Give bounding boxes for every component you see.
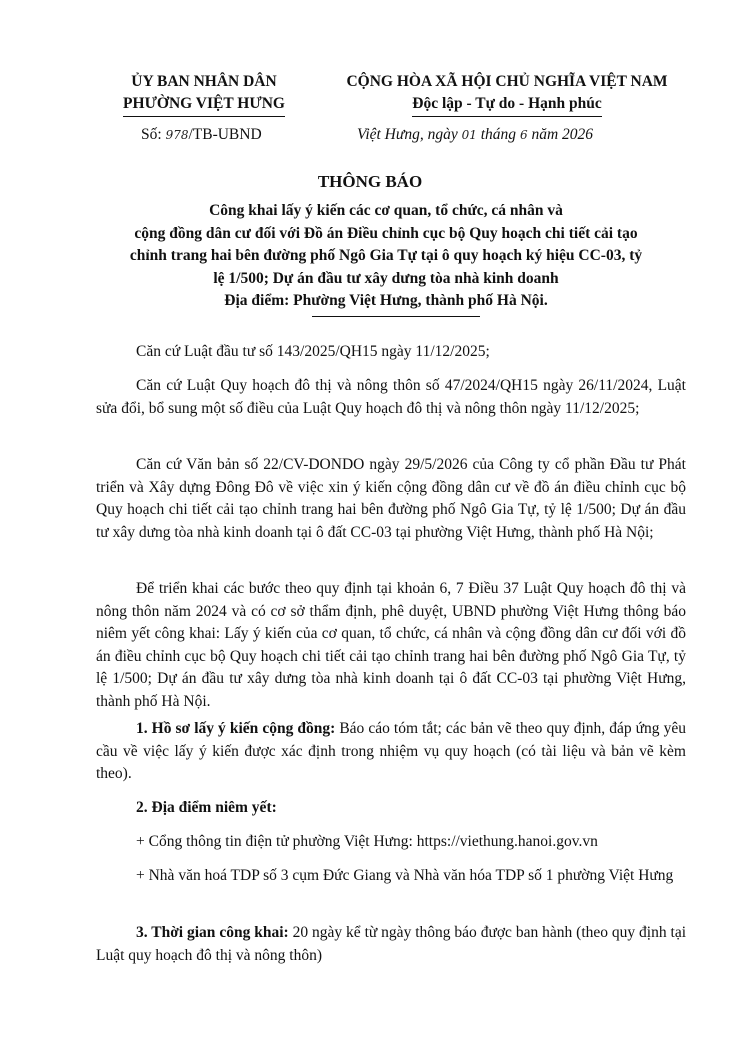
section-3-heading: 3. Thời gian công khai: [136, 924, 289, 941]
doc-no-suffix: /TB-UBND [188, 126, 262, 143]
date-year: năm 2026 [531, 126, 594, 143]
section-2 [96, 797, 686, 820]
issue-date [357, 126, 593, 144]
subtitle-line-1: Công khai lấy ý kiến các cơ quan, tổ chức, cá nhân và [209, 202, 563, 219]
nation-name: CỘNG HÒA XÃ HỘI CHỦ NGHĨA VIỆT NAM [346, 73, 668, 90]
legal-basis-2: Căn cứ Luật Quy hoạch đô thị và nông thôn số 47/2024/QH15 ngày 26/11/2024, Luật sửa đổi, bổ sung một số điều của Luật Quy hoạch đô thị và nông thôn ngày 11/12/2025; [96, 377, 686, 417]
date-day: 01 [461, 128, 477, 142]
section-3 [96, 922, 686, 967]
document-subtitle [96, 200, 676, 313]
section-2-item-2: + Nhà văn hoá TDP số 3 cụm Đức Giang và Nhà văn hóa TDP số 1 phường Việt Hưng [136, 867, 674, 884]
legal-basis-1: Căn cứ Luật đầu tư số 143/2025/QH15 ngày 11/12/2025; [136, 343, 490, 360]
announcement-paragraph: Để triển khai các bước theo quy định tại khoản 6, 7 Điều 37 Luật Quy hoạch đô thị và nông thôn năm 2024 và có cơ sở thẩm định, phê duyệt, UBND phường Việt Hưng thông báo niêm yết công khai: Lấy ý kiến của cơ quan, tổ chức, cá nhân và cộng đồng dân cư đối với đồ án điều chỉnh cục bộ Quy hoạch chi tiết cải tạo chỉnh trang hai bên đường phố Ngô Gia Tự, tỷ lệ 1/500; Dự án đầu tư xây dưng tòa nhà kinh doanh tại ô đất CC-03 tại phường Việt Hưng, thành phố Hà Nội. [96, 580, 686, 710]
section-3-text: 20 ngày kể từ ngày thông báo được ban hành (theo quy định tại Luật quy hoạch đô thị và nông thôn) [96, 924, 687, 964]
subtitle-line-2: cộng đồng dân cư đối với Đồ án Điều chỉnh cục bộ Quy hoạch chi tiết cải tạo [134, 224, 638, 242]
issuing-authority [96, 71, 312, 117]
national-motto [330, 71, 684, 117]
legal-basis-3: Căn cứ Văn bản số 22/CV-DONDO ngày 29/5/2026 của Công ty cổ phần Đầu tư Phát triển và Xây dựng Đông Đô về việc xin ý kiến cộng đồng dân cư về đồ án điều chỉnh cục bộ Quy hoạch chi tiết cải tạo chỉnh trang hai bên đường phố Ngô Gia Tự, tỷ lệ 1/500; Dự án đầu tư xây dưng tòa nhà kinh doanh tại ô đất CC-03 tại phường Việt Hưng, thành phố Hà Nội; [96, 456, 686, 541]
motto-line: Độc lập - Tự do - Hạnh phúc [412, 93, 601, 117]
section-1-text: Báo cáo tóm tắt; các bản vẽ theo quy định, đáp ứng yêu cầu về việc lấy ý kiến được xác định trong nhiệm vụ quy hoạch (có tài liệu và bản vẽ kèm theo). [96, 720, 686, 782]
date-month: 6 [519, 128, 528, 142]
doc-no-label: Số: [141, 126, 162, 143]
authority-line-2: PHƯỜNG VIỆT HƯNG [123, 93, 285, 117]
document-title: THÔNG BÁO [317, 172, 423, 191]
section-1 [96, 718, 686, 786]
document-number [141, 126, 262, 144]
date-month-label: tháng [480, 126, 517, 143]
section-2-heading: 2. Địa điểm niêm yết: [136, 799, 277, 816]
authority-line-1: ỦY BAN NHÂN DÂN [131, 73, 277, 90]
subtitle-line-5: Địa điểm: Phường Việt Hưng, thành phố Hà Nội. [224, 292, 548, 309]
date-prefix: Việt Hưng, ngày [357, 126, 458, 143]
title-divider [312, 316, 480, 317]
section-1-heading: 1. Hồ sơ lấy ý kiến cộng đồng: [136, 720, 336, 737]
subtitle-line-4: lệ 1/500; Dự án đầu tư xây dưng tòa nhà kinh doanh [213, 269, 559, 287]
doc-no-value: 978 [165, 128, 189, 142]
section-2-item-1: + Cổng thông tin điện tử phường Việt Hưng: https://viethung.hanoi.gov.vn [136, 833, 598, 850]
subtitle-line-3: chỉnh trang hai bên đường phố Ngô Gia Tự tại ô quy hoạch ký hiệu CC-03, tỷ [129, 247, 643, 264]
